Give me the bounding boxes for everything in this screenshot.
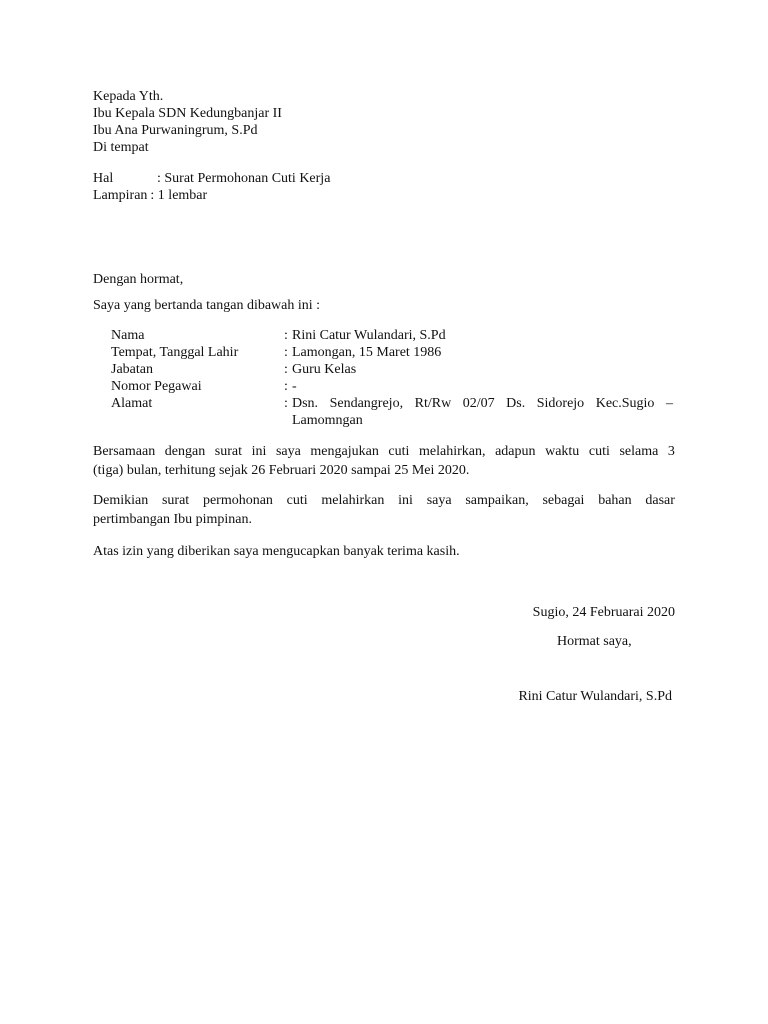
word: ini <box>251 444 267 459</box>
paragraph-leave-request <box>93 442 675 480</box>
word: sebagai <box>542 493 585 508</box>
closing-phrase: Hormat saya, <box>557 634 632 649</box>
paragraph-closing-statement <box>93 491 675 529</box>
alamat-word: 02/07 <box>462 396 495 411</box>
place-date: Sugio, 24 Februarai 2020 <box>532 605 675 620</box>
paragraph-1-line-2: (tiga) bulan, terhitung sejak 26 Februari 2020 sampai 25 Mei 2020. <box>93 463 470 478</box>
word: surat <box>214 444 243 459</box>
ttl-separator: : <box>284 345 288 360</box>
recipient-salutation: Kepada Yth. <box>93 89 164 104</box>
word: surat <box>161 493 190 508</box>
word: Demikian <box>93 493 149 508</box>
word: melahirkan, <box>419 444 486 459</box>
word: cuti <box>286 493 308 508</box>
recipient-location: Di tempat <box>93 140 149 155</box>
nip-separator: : <box>284 379 288 394</box>
identity-row-jabatan <box>111 361 673 378</box>
identity-row-alamat <box>111 395 673 412</box>
word: cuti <box>588 444 610 459</box>
word: mengajukan <box>310 444 379 459</box>
ttl-value: Lamongan, 15 Maret 1986 <box>292 345 442 360</box>
hal-label: Hal <box>93 171 114 186</box>
nama-value: Rini Catur Wulandari, S.Pd <box>292 328 446 343</box>
word: cuti <box>388 444 410 459</box>
alamat-word: Dsn. <box>292 396 319 411</box>
paragraph-1-line-1 <box>93 442 675 461</box>
subject-block <box>93 170 330 204</box>
word: waktu <box>545 444 580 459</box>
nip-label: Nomor Pegawai <box>111 379 202 394</box>
nip-value: - <box>292 379 297 394</box>
alamat-value-continued: Lamomngan <box>292 413 363 428</box>
intro-text: Saya yang bertanda tangan dibawah ini : <box>93 298 321 313</box>
jabatan-label: Jabatan <box>111 362 153 377</box>
identity-table <box>111 327 673 429</box>
word: dasar <box>645 493 675 508</box>
word: adapun <box>495 444 536 459</box>
identity-row-nip <box>111 378 673 395</box>
greeting: Dengan hormat, <box>93 272 184 287</box>
lampiran-value: : 1 lembar <box>150 188 208 203</box>
word: ini <box>398 493 413 508</box>
nama-separator: : <box>284 328 288 343</box>
alamat-word: Rt/Rw <box>414 396 452 411</box>
alamat-label: Alamat <box>111 396 153 411</box>
alamat-word: Ds. <box>506 396 526 411</box>
alamat-word: Kec.Sugio <box>595 396 655 411</box>
word: bahan <box>598 493 632 508</box>
alamat-separator: : <box>284 396 288 411</box>
word: melahirkan <box>321 493 385 508</box>
word: permohonan <box>202 493 273 508</box>
subject-row-lampiran <box>93 187 330 204</box>
alamat-word: Sendangrejo, <box>329 396 404 411</box>
paragraph-2-line-1 <box>93 491 675 510</box>
recipient-block <box>93 88 282 156</box>
identity-row-alamat-cont <box>111 412 673 429</box>
word: saya <box>275 444 301 459</box>
alamat-value <box>292 395 673 412</box>
hal-value: : Surat Permohonan Cuti Kerja <box>157 171 331 186</box>
alamat-word: Sidorejo <box>536 396 585 411</box>
recipient-title: Ibu Kepala SDN Kedungbanjar II <box>93 106 282 121</box>
ttl-label: Tempat, Tanggal Lahir <box>111 345 239 360</box>
alamat-word: – <box>665 396 673 411</box>
jabatan-value: Guru Kelas <box>292 362 357 377</box>
word: 3 <box>667 444 675 459</box>
signer-name: Rini Catur Wulandari, S.Pd <box>518 689 672 704</box>
word: sampaikan, <box>465 493 529 508</box>
subject-row-hal <box>93 170 330 187</box>
nama-label: Nama <box>111 328 145 343</box>
identity-row-ttl <box>111 344 673 361</box>
word: dengan <box>164 444 206 459</box>
jabatan-separator: : <box>284 362 288 377</box>
lampiran-label: Lampiran <box>93 188 148 203</box>
word: Bersamaan <box>93 444 156 459</box>
paragraph-2-line-2: pertimbangan Ibu pimpinan. <box>93 512 253 527</box>
recipient-name: Ibu Ana Purwaningrum, S.Pd <box>93 123 258 138</box>
word: selama <box>619 444 659 459</box>
identity-row-nama <box>111 327 673 344</box>
paragraph-thanks: Atas izin yang diberikan saya mengucapkan banyak terima kasih. <box>93 544 460 559</box>
word: saya <box>426 493 452 508</box>
